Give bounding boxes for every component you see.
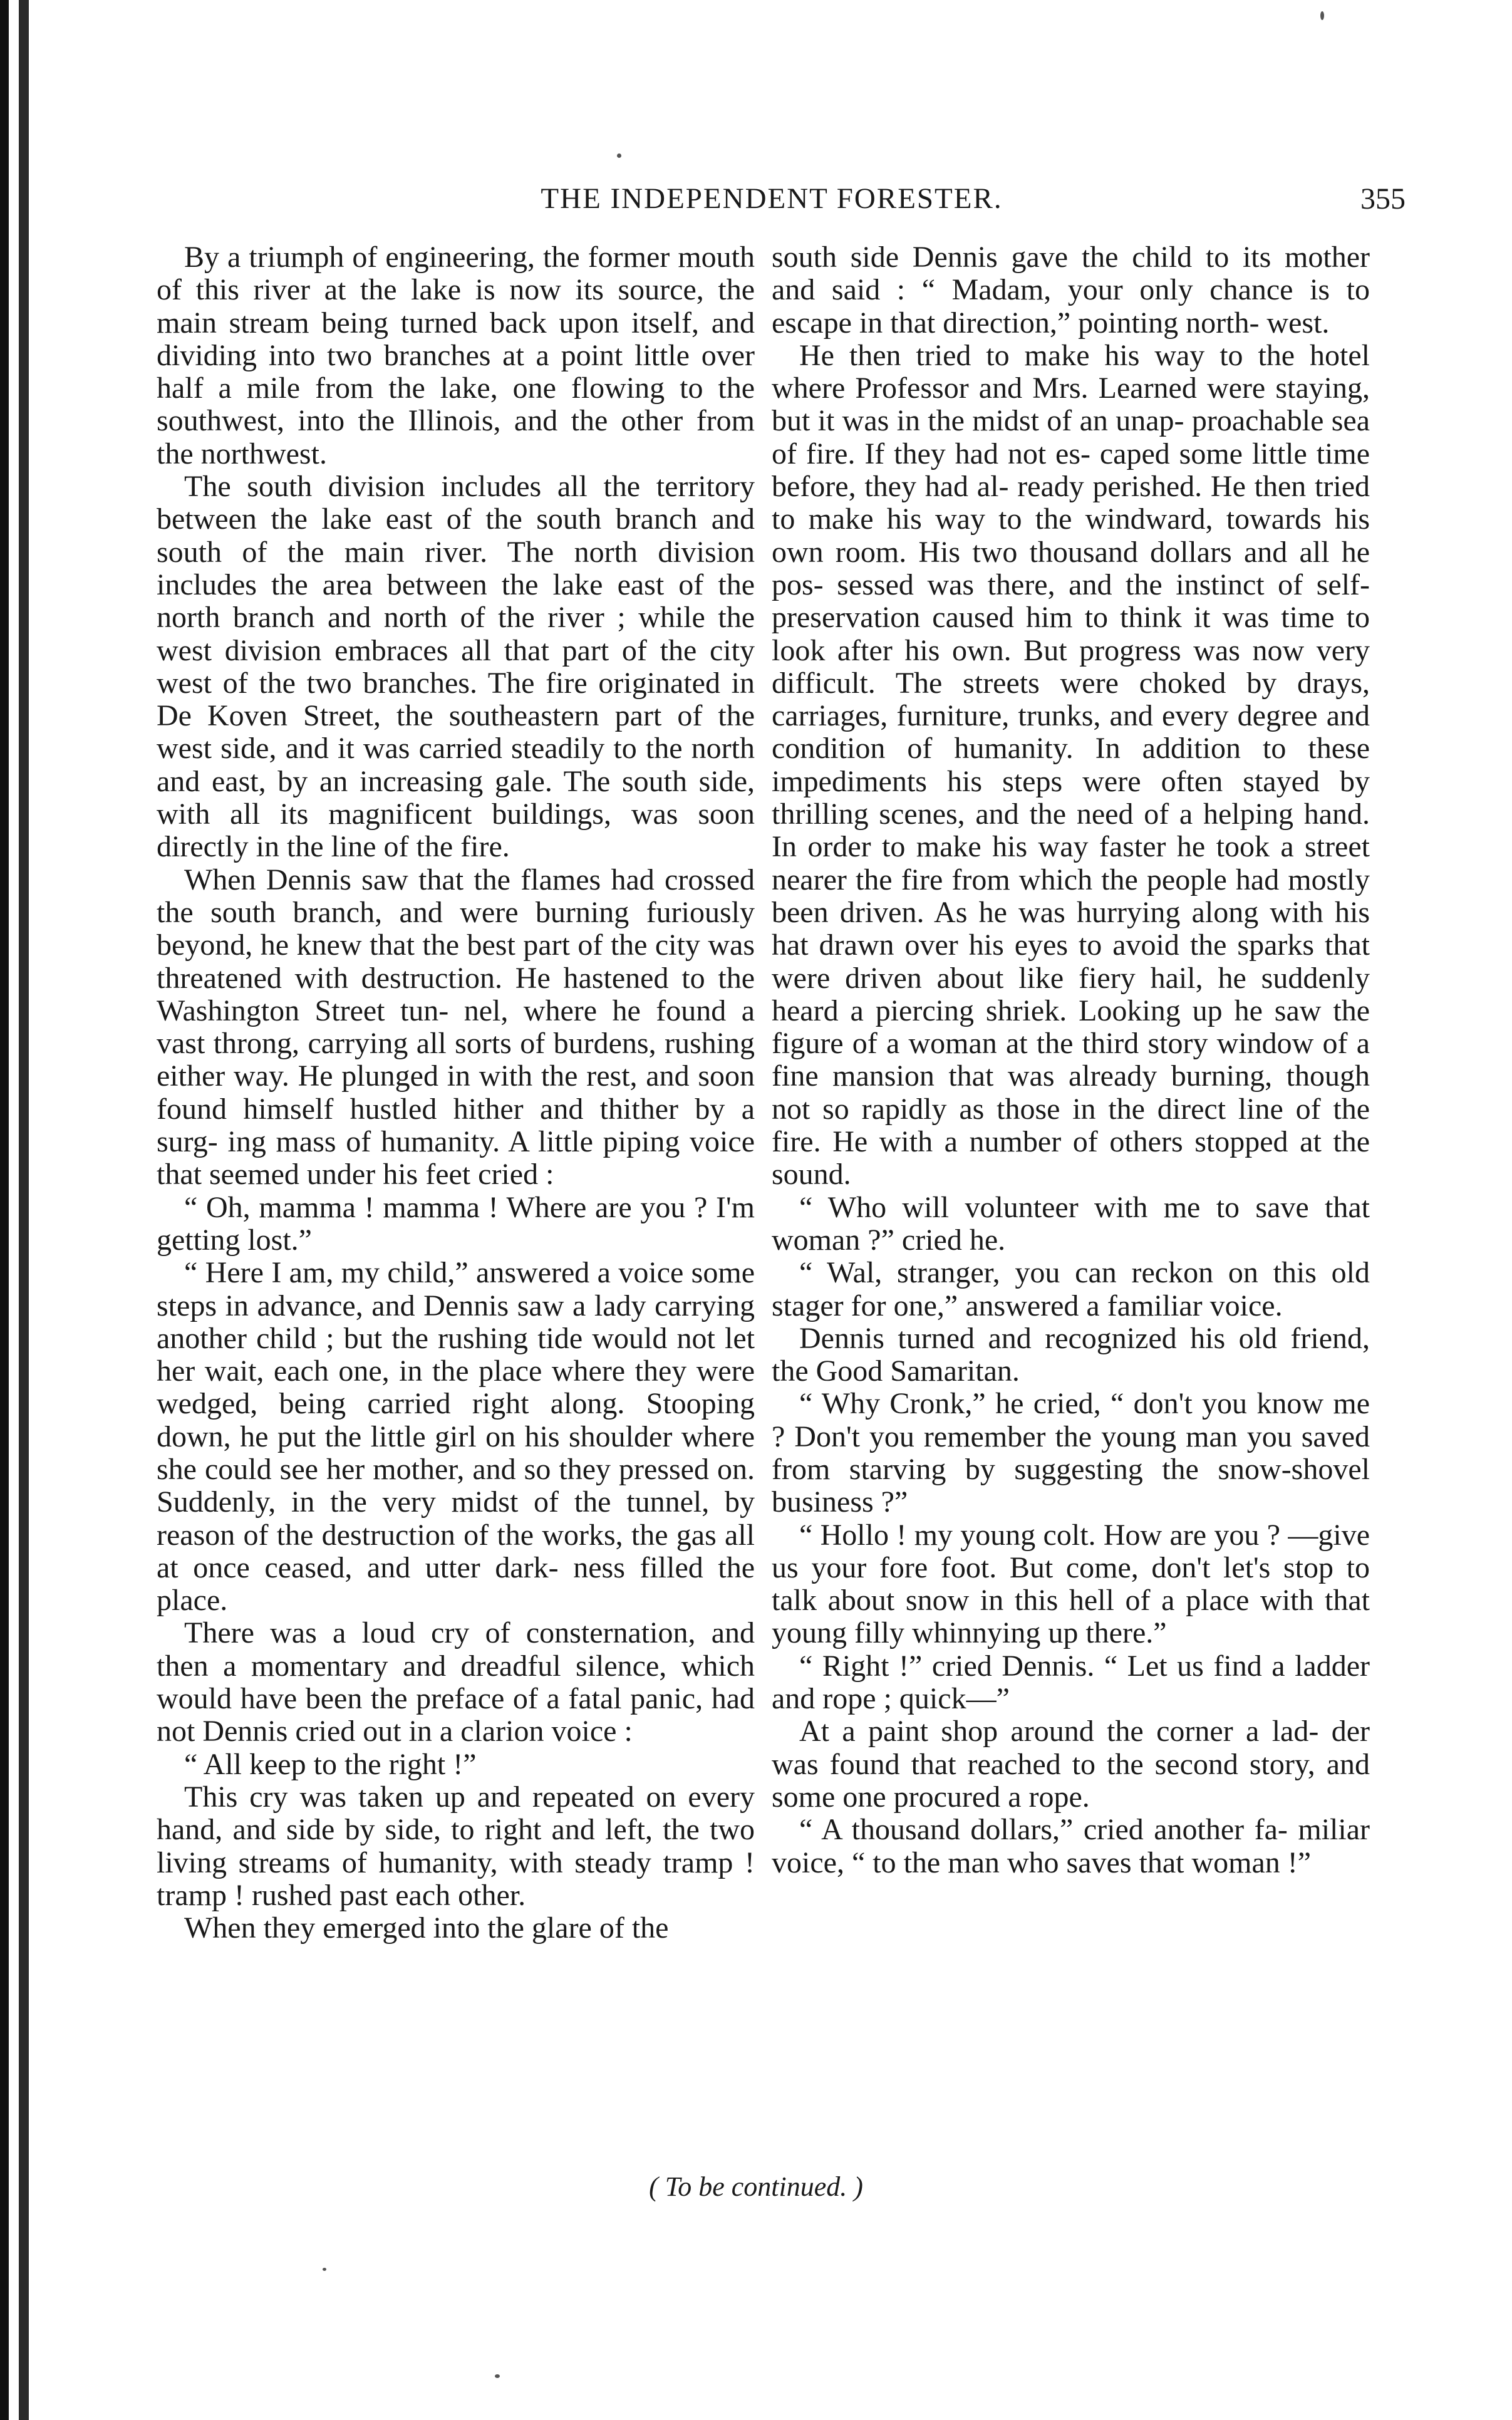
paragraph: “ Oh, mamma ! mamma ! Where are you ? I'm getting lost.” xyxy=(157,1190,755,1257)
right-column xyxy=(772,241,1370,1879)
paragraph: Dennis turned and recognized his old friend, the Good Samaritan. xyxy=(772,1321,1370,1388)
page-number: 355 xyxy=(1360,182,1406,216)
paragraph: When Dennis saw that the flames had crossed the south branch, and were burning furiously beyond, he knew that the best part of the city was threatened with destruction. He hastened to the Washington Street tun- nel, where he found a vast throng, carrying all sorts of burdens, rushing either way. He plunged in with the rest, and soon found himself hustled hither and thither by a surg- ing mass of humanity. A little piping voice that seemed under his feet cried : xyxy=(157,863,755,1192)
to-be-continued: ( To be continued. ) xyxy=(649,2171,863,2202)
paragraph: “ Who will volunteer with me to save that woman ?” cried he. xyxy=(772,1190,1370,1257)
paragraph: “ All keep to the right !” xyxy=(184,1747,477,1781)
scan-speck xyxy=(1320,11,1324,20)
paragraph: There was a loud cry of consternation, and then a momentary and dreadful silence, which would have been the preface of a fatal panic, had not Dennis cried out in a clarion voice : xyxy=(157,1616,755,1748)
paragraph: The south division includes all the territory between the lake east of the south branch and south of the main river. The north division includes the area between the lake east of the north branch and north of the river ; while the west division embraces all that part of the city west of the two branches. The fire originated in De Koven Street, the southeastern part of the west side, and it was carried steadily to the north and east, by an increasing gale. The south side, with all its magnificent buildings, was soon directly in the line of the fire. xyxy=(157,470,755,864)
paragraph: He then tried to make his way to the hotel where Professor and Mrs. Learned were staying, but it was in the midst of an unap- proachable sea of fire. If they had not es- caped some little time before, they had al- ready perished. He then tried to make his way to the windward, towards his own room. His two thousand dollars and all he pos- sessed was there, and the instinct of self- preservation caused him to think it was time to look after his own. But progress was now very difficult. The streets were choked by drays, carriages, furniture, trunks, and every degree and condition of humanity. In addition to these impediments his steps were often stayed by thrilling scenes, and the need of a helping hand. In order to make his way faster he took a street nearer the fire from which the people had mostly been driven. As he was hurrying along with his hat drawn over his eyes to avoid the sparks that were driven about like fiery hail, he suddenly heard a piercing shriek. Looking up he saw the figure of a woman at the third story window of a fine mansion that was already burning, though not so rapidly as those in the direct line of the fire. He with a number of others stopped at the sound. xyxy=(772,338,1370,1192)
paragraph: This cry was taken up and repeated on every hand, and side by side, to right and left, the two living streams of humanity, with steady tramp ! tramp ! rushed past each other. xyxy=(157,1780,755,1912)
paragraph: By a triumph of engineering, the former mouth of this river at the lake is now its source, the main stream being turned back upon itself, and dividing into two branches at a point little over half a mile from the lake, one flowing to the southwest, into the Illinois, and the other from the northwest. xyxy=(157,241,755,470)
paragraph: “ Right !” cried Dennis. “ Let us find a ladder and rope ; quick—” xyxy=(772,1649,1370,1716)
scan-edge-shadow xyxy=(0,0,9,2420)
paragraph-continuation: south side Dennis gave the child to its mother and said : “ Madam, your only chance is to escape in that direction,” pointing north- west. xyxy=(772,241,1370,340)
paragraph: “ Hollo ! my young colt. How are you ? —give us your fore foot. But come, don't let's stop to talk about snow in this hell of a place with that young filly whinnying up there.” xyxy=(772,1518,1370,1650)
scan-speck xyxy=(495,2374,500,2378)
page-header xyxy=(138,182,1406,232)
running-title: THE INDEPENDENT FORESTER. xyxy=(541,182,1003,215)
scan-speck xyxy=(617,153,621,158)
paragraph: “ Wal, stranger, you can reckon on this old stager for one,” answered a familiar voice. xyxy=(772,1256,1370,1322)
left-column xyxy=(157,241,755,1945)
paragraph: When they emerged into the glare of the xyxy=(184,1911,669,1945)
paragraph: “ Here I am, my child,” answered a voice some steps in advance, and Dennis saw a lady carrying another child ; but the rushing tide would not let her wait, each one, in the place where they were wedged, being carried right along. Stooping down, he put the little girl on his shoulder where she could see her mother, and so they pressed on. Suddenly, in the very midst of the tunnel, by reason of the destruction of the works, the gas all at once ceased, and utter dark- ness filled the place. xyxy=(157,1256,755,1618)
scan-speck xyxy=(323,2268,326,2271)
paragraph: “ A thousand dollars,” cried another fa- miliar voice, “ to the man who saves that woman !” xyxy=(772,1813,1370,1879)
paragraph: “ Why Cronk,” he cried, “ don't you know me ? Don't you remember the young man you saved from starving by suggesting the snow-shovel business ?” xyxy=(772,1387,1370,1519)
paragraph: At a paint shop around the corner a lad- der was found that reached to the second story, and some one procured a rope. xyxy=(772,1715,1370,1814)
scan-binding-line xyxy=(19,0,29,2420)
